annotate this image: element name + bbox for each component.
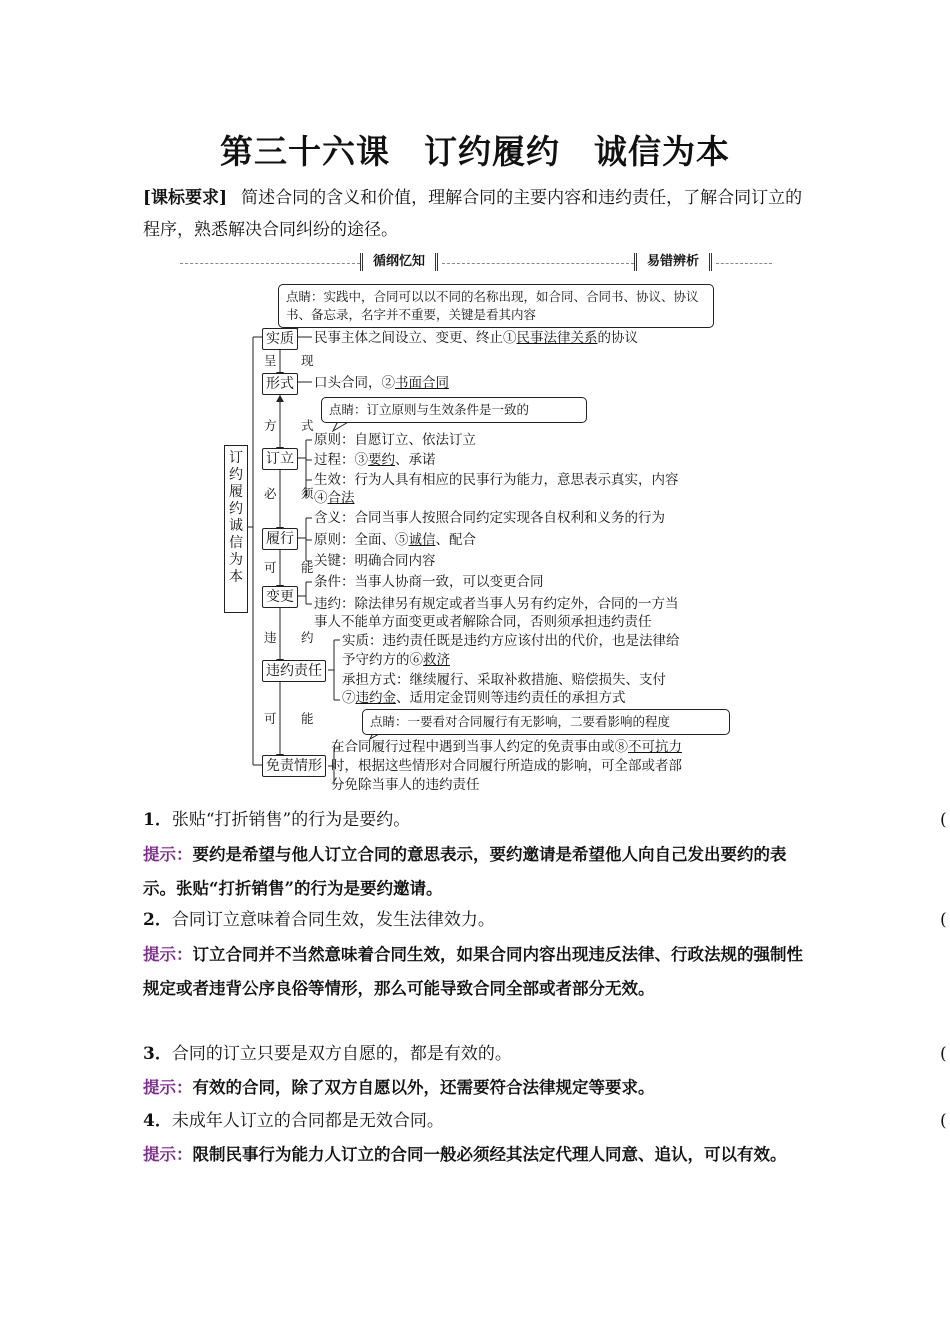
answer-paren-1: ( <box>940 810 947 830</box>
answer-paren-4: ( <box>940 1111 947 1131</box>
page-title: 第三十六课 订约履约 诚信为本 <box>220 132 730 171</box>
answer-paren-2: ( <box>940 910 947 930</box>
node-essence: 实质 <box>262 328 298 350</box>
liability-essence-cont: 予守约方的⑥救济 <box>342 652 450 668</box>
liability-methods: 承担方式：继续履行、采取补救措施、赔偿损失、支付 <box>342 672 666 688</box>
formation-effect: 生效：行为人具有相应的民事行为能力，意思表示真实，内容 <box>314 472 679 488</box>
modification-condition: 条件：当事人协商一致，可以变更合同 <box>314 574 544 590</box>
link-must: 必 须 <box>264 486 320 501</box>
hint-1: 提示：要约是希望与他人订立合同的意思表示，要约邀请是希望他人向自己发出要约的表示。张贴“打折销售”的行为是要约邀请。 <box>143 845 787 898</box>
node-form: 形式 <box>262 373 298 395</box>
section-tag-review: 循纲忆知 <box>360 253 438 271</box>
node-modification: 变更 <box>262 586 298 608</box>
form-text: 口头合同，②书面合同 <box>314 375 449 391</box>
liability-methods-cont: ⑦违约金、适用定金罚则等违约责任的承担方式 <box>342 690 626 706</box>
note-formation-principle: 点睛：订立原则与生效条件是一致的 <box>321 397 587 423</box>
answer-paren-3: ( <box>940 1044 947 1064</box>
section-tag-errors: 易错辨析 <box>634 253 712 271</box>
performance-key: 关键：明确合同内容 <box>314 553 436 569</box>
item-3: 3．合同的订立只要是双方自愿的，都是有效的。 <box>143 1044 512 1064</box>
exemption-line-1: 在合同履行过程中遇到当事人约定的免责事由或⑧不可抗力 <box>331 739 682 755</box>
essence-text: 民事主体之间设立、变更、终止①民事法律关系的协议 <box>314 330 638 346</box>
item-2: 2．合同订立意味着合同生效，发生法律效力。 <box>143 910 495 930</box>
modification-breach-cont: 事人不能单方面变更或者解除合同，否则须承担违约责任 <box>314 614 652 630</box>
exemption-line-2: 时，根据这些情形对合同履行所造成的影响，可全部或者部 <box>331 758 682 774</box>
requirement-tag: [课标要求] <box>143 188 228 208</box>
hint-2: 提示：订立合同并不当然意味着合同生效，如果合同内容出现违反法律、行政法规的强制性规定或者违背公序良俗等情形，那么可能导致合同全部或者部分无效。 <box>143 945 803 998</box>
hint-3: 提示：有效的合同，除了双方自愿以外，还需要符合法律规定等要求。 <box>143 1078 655 1097</box>
note-contract-names: 点睛：实践中，合同可以以不同的名称出现，如合同、合同书、协议、协议书、备忘录，名字并不重要，关键是看其内容 <box>278 284 714 328</box>
link-present: 呈 现 <box>264 353 320 368</box>
note-impact: 点睛：一要看对合同履行有无影响，二要看影响的程度 <box>362 709 730 735</box>
link-possible-1: 可 能 <box>264 560 320 575</box>
item-4: 4．未成年人订立的合同都是无效合同。 <box>143 1111 444 1131</box>
exemption-line-3: 分免除当事人的违约责任 <box>331 777 480 793</box>
node-formation: 订立 <box>262 448 298 470</box>
requirement-text: 简述合同的含义和价值，理解合同的主要内容和违约责任，了解合同订立的程序，熟悉解决合同纠纷的途径。 <box>143 188 803 240</box>
formation-process: 过程：③要约、承诺 <box>314 452 436 468</box>
item-1: 1．张贴“打折销售”的行为是要约。 <box>143 810 411 830</box>
node-exemption: 免责情形 <box>262 755 326 777</box>
liability-essence: 实质：违约责任既是违约方应该付出的代价，也是法律给 <box>342 633 680 649</box>
mindmap-root: 订约履约诚信为本 <box>224 445 248 613</box>
link-breach: 违 约 <box>264 630 320 645</box>
performance-meaning: 含义：合同当事人按照合同约定实现各自权利和义务的行为 <box>314 510 665 526</box>
node-liability: 违约责任 <box>262 660 326 682</box>
formation-effect-cont: ④合法 <box>314 490 355 506</box>
modification-breach: 违约：除法律另有规定或者当事人另有约定外，合同的一方当 <box>314 596 679 612</box>
performance-principle: 原则：全面、⑤诚信、配合 <box>314 532 476 548</box>
link-method: 方 式 <box>264 418 320 433</box>
formation-principle: 原则：自愿订立、依法订立 <box>314 432 476 448</box>
node-performance: 履行 <box>262 528 298 550</box>
link-possible-2: 可 能 <box>264 711 320 726</box>
hint-4: 提示：限制民事行为能力人订立的合同一般必须经其法定代理人同意、追认，可以有效。 <box>143 1145 787 1164</box>
